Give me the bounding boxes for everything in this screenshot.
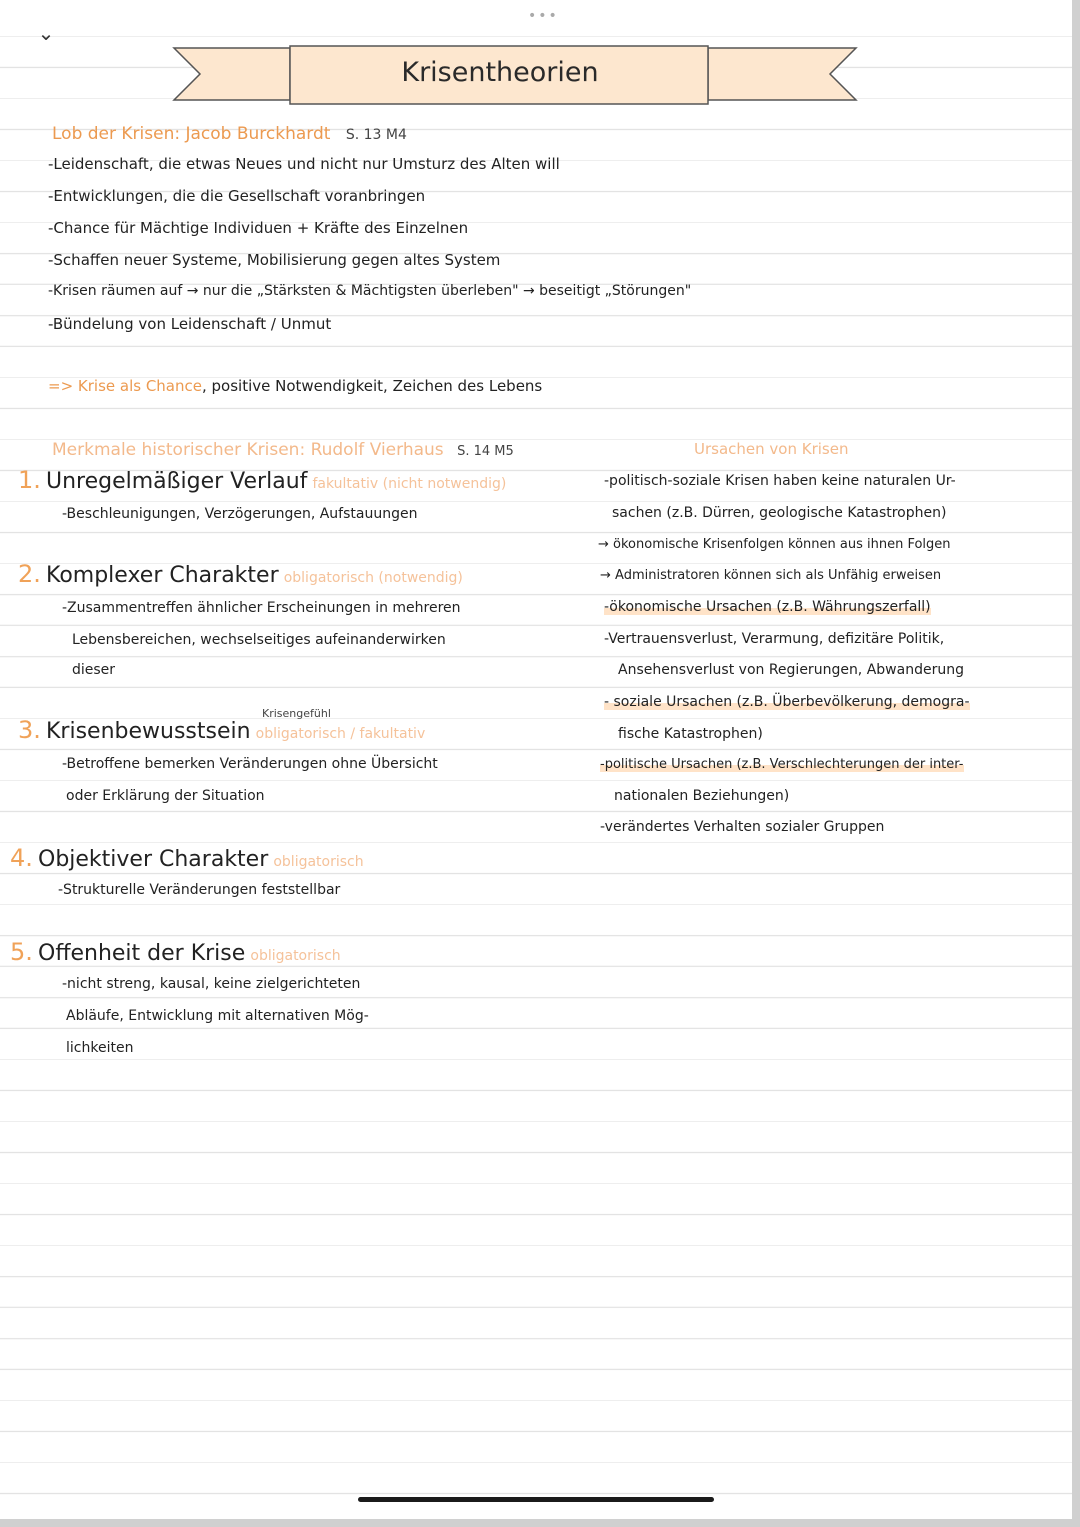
feature-number: 5. bbox=[10, 938, 33, 966]
section1-line: -Bündelung von Leidenschaft / Unmut bbox=[48, 315, 332, 333]
section2-ref: S. 14 M5 bbox=[457, 444, 514, 459]
feature-line: -Beschleunigungen, Verzögerungen, Aufstauungen bbox=[62, 506, 418, 522]
page-title: Krisentheorien bbox=[401, 57, 599, 88]
section2-heading-text: Merkmale historischer Krisen: Rudolf Vierhaus bbox=[52, 440, 444, 460]
conclusion-highlight: => Krise als Chance bbox=[48, 377, 202, 395]
feature-line: Abläufe, Entwicklung mit alternativen Mög- bbox=[66, 1008, 369, 1024]
section1-line: -Chance für Mächtige Individuen + Kräfte des Einzelnen bbox=[48, 219, 469, 237]
feature-line: -Zusammentreffen ähnlicher Erscheinungen in mehreren bbox=[62, 600, 461, 616]
feature-number: 2. bbox=[18, 560, 41, 588]
feature-line: lichkeiten bbox=[66, 1040, 134, 1056]
device-edge-bottom bbox=[0, 1519, 1080, 1527]
causes-line: → Administratoren können sich als Unfähig erweisen bbox=[600, 568, 942, 583]
feature-number: 4. bbox=[10, 844, 33, 872]
section3-heading: Ursachen von Krisen bbox=[694, 440, 849, 458]
chevron-down-icon[interactable]: ⌄ bbox=[37, 21, 55, 45]
feature-line: -nicht streng, kausal, keine zielgerichteten bbox=[62, 976, 361, 992]
causes-line: -politisch-soziale Krisen haben keine naturalen Ur- bbox=[604, 473, 956, 489]
feature-title: Krisenbewusstsein bbox=[46, 719, 251, 744]
feature-tag: obligatorisch bbox=[273, 854, 364, 870]
causes-line: -Vertrauensverlust, Verarmung, defizitäre Politik, bbox=[604, 631, 945, 647]
causes-text: -politische Ursachen (z.B. Verschlechterungen der inter- bbox=[600, 757, 964, 772]
feature-line: dieser bbox=[72, 662, 116, 678]
feature-title: Offenheit der Krise bbox=[38, 941, 246, 966]
feature-tag: obligatorisch (notwendig) bbox=[283, 570, 463, 586]
feature-number: 1. bbox=[18, 466, 41, 494]
conclusion-rest: , positive Notwendigkeit, Zeichen des Lebens bbox=[201, 377, 543, 395]
section1-conclusion bbox=[48, 377, 542, 395]
feature-title: Unregelmäßiger Verlauf bbox=[46, 469, 308, 494]
more-dots-icon[interactable]: ••• bbox=[528, 8, 559, 24]
feature-line: -Strukturelle Veränderungen feststellbar bbox=[58, 882, 341, 898]
causes-line: → ökonomische Krisenfolgen können aus ihnen Folgen bbox=[598, 537, 951, 552]
causes-line: fische Katastrophen) bbox=[618, 726, 763, 742]
causes-line: -verändertes Verhalten sozialer Gruppen bbox=[600, 819, 885, 835]
feature-line: Lebensbereichen, wechselseitiges aufeinanderwirken bbox=[72, 632, 446, 648]
causes-line: Ansehensverlust von Regierungen, Abwanderung bbox=[618, 662, 964, 678]
feature-item-4 bbox=[10, 844, 364, 872]
feature-line: -Betroffene bemerken Veränderungen ohne Übersicht bbox=[62, 756, 438, 772]
section2-heading bbox=[52, 440, 514, 460]
causes-text: - soziale Ursachen (z.B. Überbevölkerung, demogra- bbox=[604, 694, 970, 710]
device-edge-right bbox=[1072, 0, 1080, 1527]
feature-note: Krisengefühl bbox=[262, 707, 331, 720]
section1-heading bbox=[52, 124, 407, 144]
feature-title: Komplexer Charakter bbox=[46, 563, 279, 588]
section1-line: -Entwicklungen, die die Gesellschaft voranbringen bbox=[48, 187, 426, 205]
causes-line bbox=[600, 757, 964, 772]
feature-item-1 bbox=[18, 466, 506, 494]
feature-item-3 bbox=[18, 716, 425, 744]
feature-tag: obligatorisch / fakultativ bbox=[255, 726, 426, 742]
section1-line: -Schaffen neuer Systeme, Mobilisierung gegen altes System bbox=[48, 251, 501, 269]
feature-item-2 bbox=[18, 560, 463, 588]
section1-heading-text: Lob der Krisen: Jacob Burckhardt bbox=[52, 124, 331, 144]
causes-line: nationalen Beziehungen) bbox=[614, 788, 790, 804]
home-indicator[interactable] bbox=[358, 1497, 714, 1502]
causes-text: -ökonomische Ursachen (z.B. Währungszerfall) bbox=[604, 599, 931, 615]
feature-item-5 bbox=[10, 938, 341, 966]
feature-tag: fakultativ (nicht notwendig) bbox=[312, 476, 507, 492]
feature-tag: obligatorisch bbox=[250, 948, 341, 964]
causes-line: sachen (z.B. Dürren, geologische Katastrophen) bbox=[612, 505, 947, 521]
section1-ref: S. 13 M4 bbox=[345, 127, 407, 143]
causes-line bbox=[604, 694, 970, 710]
section1-line: -Krisen räumen auf → nur die „Stärksten & Mächtigsten überleben" → beseitigt „Störungen" bbox=[48, 283, 692, 299]
feature-title: Objektiver Charakter bbox=[38, 847, 269, 872]
feature-number: 3. bbox=[18, 716, 41, 744]
causes-line bbox=[604, 599, 931, 615]
section1-line: -Leidenschaft, die etwas Neues und nicht nur Umsturz des Alten will bbox=[48, 155, 560, 173]
feature-line: oder Erklärung der Situation bbox=[66, 788, 265, 804]
